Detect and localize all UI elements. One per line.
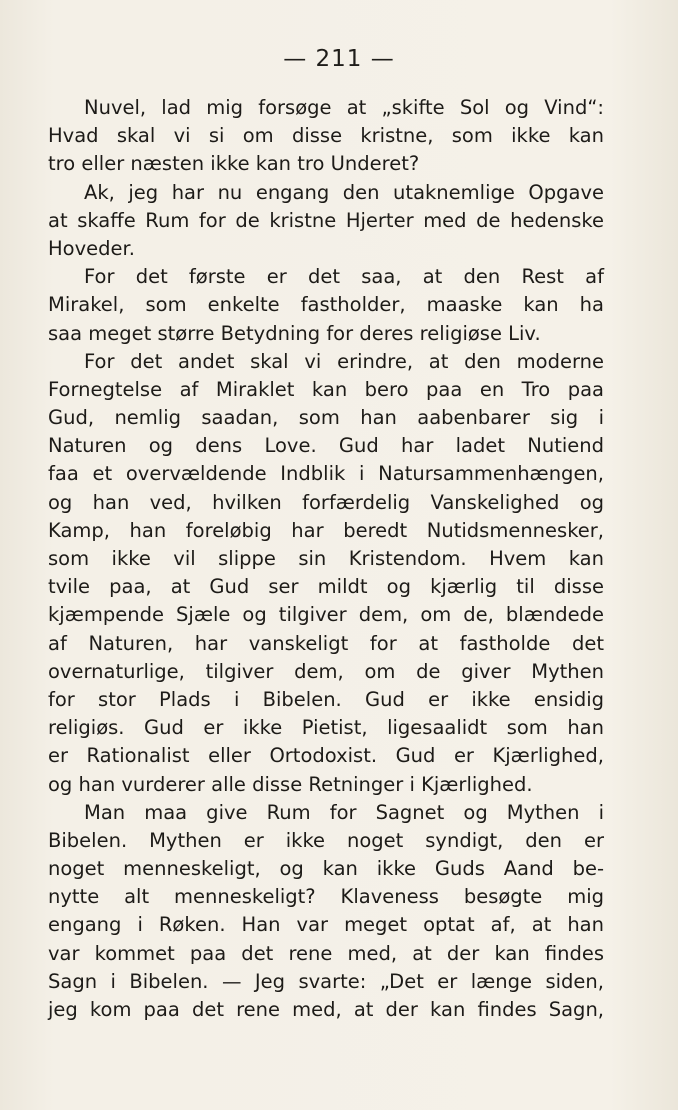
text-line: nytte alt menneskeligt? Klaveness besøgte mig xyxy=(48,885,604,909)
text-line: tro eller næsten ikke kan tro Underet? xyxy=(48,152,420,176)
text-line: overnaturlige, tilgiver dem, om de giver Mythen xyxy=(48,659,604,683)
text-line: Sagn i Bibelen. — Jeg svarte: „Det er længe siden, xyxy=(48,969,604,993)
text-line: engang i Røken. Han var meget optat af, at han xyxy=(48,913,604,937)
text-line: af Naturen, har vanskeligt for at fastholde det xyxy=(48,631,604,655)
text-line: Ak, jeg har nu engang den utaknemlige Opgave xyxy=(84,180,604,204)
text-line: jeg kom paa det rene med, at der kan findes Sagn, xyxy=(48,998,604,1021)
text-line: Man maa give Rum for Sagnet og Mythen i xyxy=(84,800,604,824)
text-line: tvile paa, at Gud ser mildt og kjærlig til disse xyxy=(48,575,604,599)
text-line: var kommet paa det rene med, at der kan findes xyxy=(48,941,604,965)
text-line: Nuvel, lad mig forsøge at „skifte Sol og Vind“: xyxy=(84,96,604,119)
text-line: Hvad skal vi si om disse kristne, som ikke kan xyxy=(48,124,604,148)
text-line: kjæmpende Sjæle og tilgiver dem, om de, blændede xyxy=(48,603,604,627)
text-line: saa meget større Betydning for deres religiøse Liv. xyxy=(48,321,541,345)
text-line: Fornegtelse af Miraklet kan bero paa en Tro paa xyxy=(48,377,604,401)
text-line: at skaffe Rum for de kristne Hjerter med de hedenske xyxy=(48,208,604,232)
text-line: som ikke vil slippe sin Kristendom. Hvem kan xyxy=(48,547,604,570)
text-line: Gud, nemlig saadan, som han aabenbarer sig i xyxy=(48,406,604,430)
text-line: er Rationalist eller Ortodoxist. Gud er Kjærlighed, xyxy=(48,744,604,768)
text-line: religiøs. Gud er ikke Pietist, ligesaalidt som han xyxy=(48,716,604,740)
text-line: For det første er det saa, at den Rest af xyxy=(84,265,604,289)
body-text xyxy=(48,94,604,1024)
text-line: Naturen og dens Love. Gud har ladet Nutiend xyxy=(48,434,604,458)
text-line: for stor Plads i Bibelen. Gud er ikke ensidig xyxy=(48,687,604,711)
text-line: Bibelen. Mythen er ikke noget syndigt, den er xyxy=(48,828,604,852)
text-line: For det andet skal vi erindre, at den moderne xyxy=(84,349,604,373)
text-line: Mirakel, som enkelte fastholder, maaske kan ha xyxy=(48,293,604,317)
text-line: Hoveder. xyxy=(48,236,135,260)
page-number: — 211 — xyxy=(283,46,395,72)
text-line: faa et overvældende Indblik i Natursammenhængen, xyxy=(48,462,604,486)
text-line: noget menneskeligt, og kan ikke Guds Aand be- xyxy=(48,857,604,881)
text-line: og han vurderer alle disse Retninger i Kjærlighed. xyxy=(48,772,533,796)
text-line: Kamp, han foreløbig har beredt Nutidsmennesker, xyxy=(48,518,604,542)
text-line: og han ved, hvilken forfærdelig Vanskelighed og xyxy=(48,490,604,514)
